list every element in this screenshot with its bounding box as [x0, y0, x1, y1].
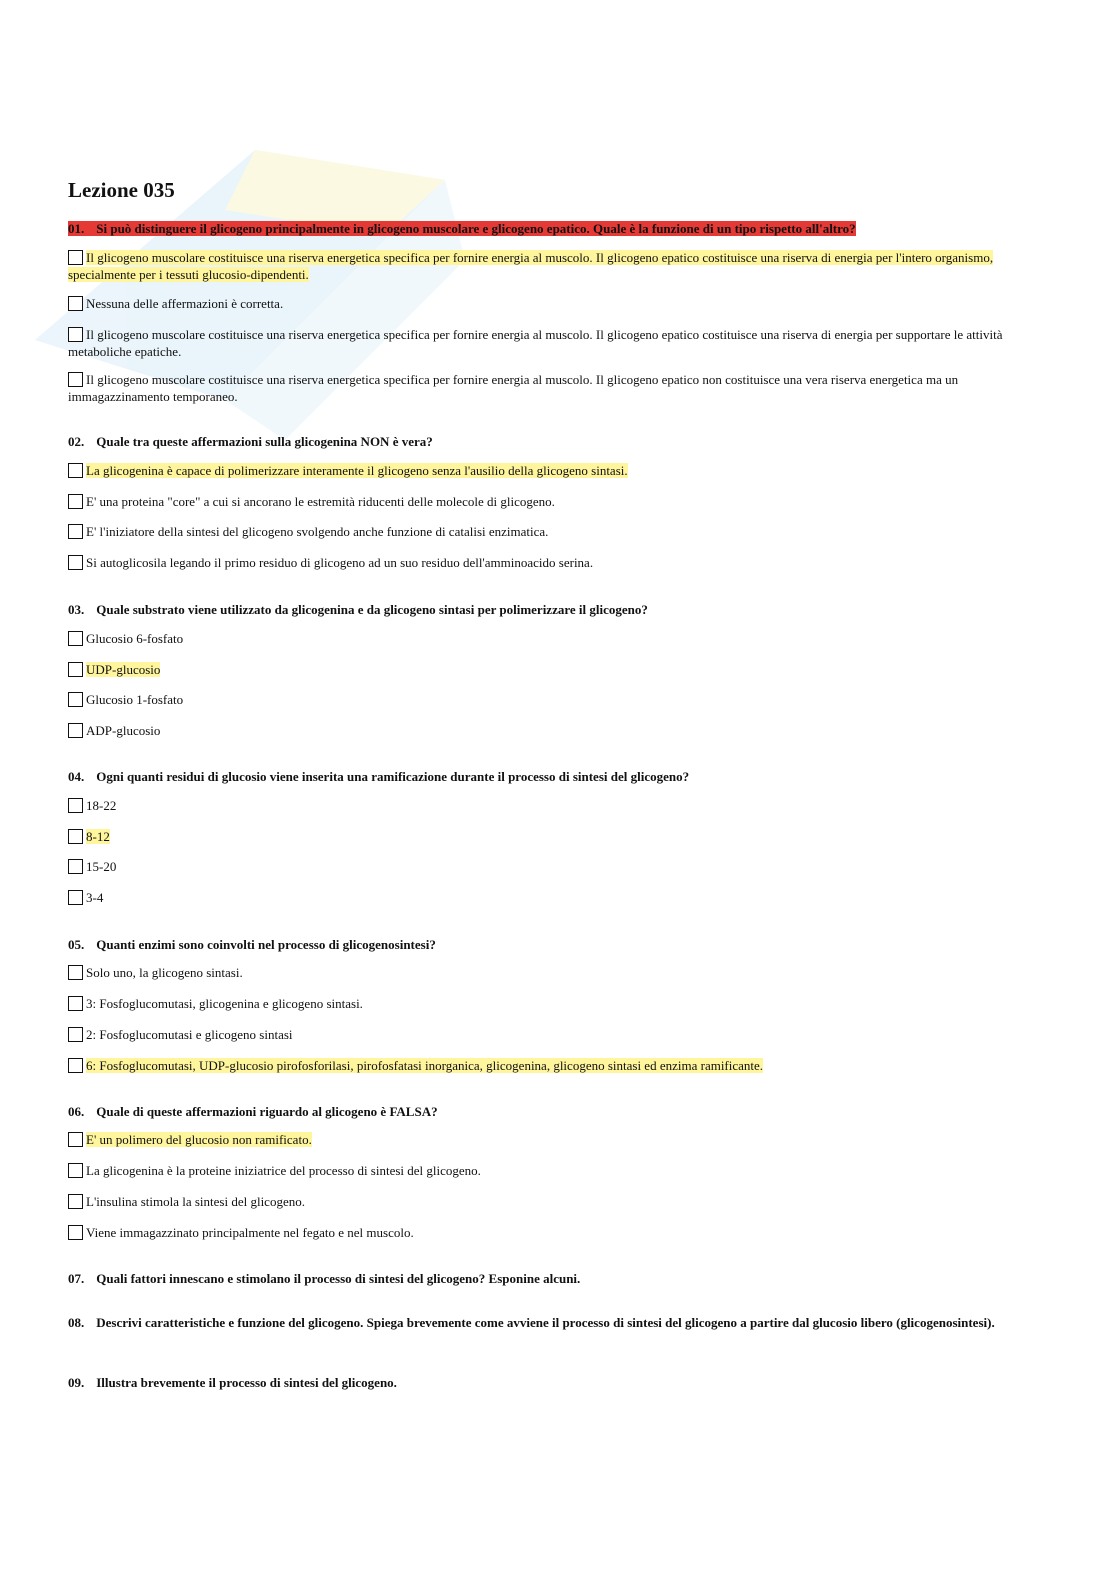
- question-text: Quale di queste affermazioni riguardo al glicogeno è FALSA?: [96, 1104, 438, 1119]
- checkbox[interactable]: [68, 631, 83, 646]
- answer-text: La glicogenina è la proteine iniziatrice del processo di sintesi del glicogeno.: [86, 1163, 481, 1178]
- checkbox[interactable]: [68, 463, 83, 478]
- question-08: [68, 1314, 1033, 1331]
- answer-text: E' una proteina "core" a cui si ancorano le estremità riducenti delle molecole di glicogeno.: [86, 494, 555, 509]
- answer-text: 3: Fosfoglucomutasi, glicogenina e glicogeno sintasi.: [86, 996, 363, 1011]
- checkbox[interactable]: [68, 723, 83, 738]
- answer-option: [68, 1162, 1028, 1179]
- question-number: 08.: [68, 1315, 85, 1330]
- lesson-title: Lezione 035: [68, 178, 175, 202]
- answer-text: E' l'iniziatore della sintesi del glicogeno svolgendo anche funzione di catalisi enzimatica.: [86, 524, 549, 539]
- answer-option: [68, 691, 1028, 708]
- question-number: 09.: [68, 1375, 85, 1390]
- question-text: Quali fattori innescano e stimolano il processo di sintesi del glicogeno? Esponine alcuni.: [96, 1271, 581, 1286]
- question-number: 04.: [68, 769, 85, 784]
- answer-text: 3-4: [86, 890, 104, 905]
- checkbox[interactable]: [68, 965, 83, 980]
- answer-text: Si autoglicosila legando il primo residuo di glicogeno ad un suo residuo dell'amminoacido serina.: [86, 555, 594, 570]
- answer-option: [68, 1224, 1028, 1241]
- checkbox[interactable]: [68, 1027, 83, 1042]
- question-text: Ogni quanti residui di glucosio viene inserita una ramificazione durante il processo di sintesi del glicogeno?: [96, 769, 690, 784]
- answer-text: Nessuna delle affermazioni è corretta.: [86, 296, 284, 311]
- checkbox[interactable]: [68, 372, 83, 387]
- question-03: [68, 601, 1033, 618]
- answer-option: [68, 1026, 1028, 1043]
- checkbox[interactable]: [68, 524, 83, 539]
- question-number: 05.: [68, 937, 85, 952]
- answer-option: [68, 858, 1028, 875]
- question-09: [68, 1374, 1033, 1391]
- answer-option: [68, 493, 1028, 510]
- checkbox[interactable]: [68, 1058, 83, 1073]
- question-number: 07.: [68, 1271, 85, 1286]
- checkbox[interactable]: [68, 829, 83, 844]
- question-02: [68, 433, 1033, 450]
- question-07: [68, 1270, 1033, 1287]
- answer-option: [68, 295, 1028, 312]
- answer-option: [68, 371, 1028, 405]
- answer-option: [68, 722, 1028, 739]
- checkbox[interactable]: [68, 859, 83, 874]
- question-01: [68, 220, 1033, 237]
- answer-text: E' un polimero del glucosio non ramificato.: [86, 1132, 312, 1147]
- checkbox[interactable]: [68, 996, 83, 1011]
- answer-text: L'insulina stimola la sintesi del glicogeno.: [86, 1194, 305, 1209]
- answer-text: 18-22: [86, 798, 117, 813]
- answer-option: [68, 828, 1028, 845]
- checkbox[interactable]: [68, 692, 83, 707]
- checkbox[interactable]: [68, 1132, 83, 1147]
- answer-text: 6: Fosfoglucomutasi, UDP-glucosio pirofosforilasi, pirofosfatasi inorganica, glicogenina, glicogeno sintasi ed enzima ramificante.: [86, 1058, 764, 1073]
- checkbox[interactable]: [68, 1163, 83, 1178]
- question-text: Quale tra queste affermazioni sulla glicogenina NON è vera?: [96, 434, 433, 449]
- question-number: 06.: [68, 1104, 85, 1119]
- answer-text: UDP-glucosio: [86, 662, 161, 677]
- question-text: Quanti enzimi sono coinvolti nel processo di glicogenosintesi?: [96, 937, 436, 952]
- checkbox[interactable]: [68, 798, 83, 813]
- answer-option: [68, 554, 1028, 571]
- checkbox[interactable]: [68, 327, 83, 342]
- answer-text: Il glicogeno muscolare costituisce una riserva energetica specifica per fornire energia al muscolo. Il glicogeno epatico costituisce una riserva di energia per supportare le attività metaboliche epatiche.: [68, 327, 1003, 359]
- answer-text: Solo uno, la glicogeno sintasi.: [86, 965, 243, 980]
- answer-option: [68, 1057, 1028, 1074]
- answer-option: [68, 326, 1028, 360]
- checkbox[interactable]: [68, 1194, 83, 1209]
- answer-text: ADP-glucosio: [86, 723, 161, 738]
- question-text: Quale substrato viene utilizzato da glicogenina e da glicogeno sintasi per polimerizzare il glicogeno?: [96, 602, 648, 617]
- answer-option: [68, 462, 1028, 479]
- answer-text: 2: Fosfoglucomutasi e glicogeno sintasi: [86, 1027, 293, 1042]
- answer-option: [68, 249, 1028, 283]
- question-04: [68, 768, 1033, 785]
- answer-text: 15-20: [86, 859, 117, 874]
- answer-option: [68, 630, 1028, 647]
- checkbox[interactable]: [68, 494, 83, 509]
- answer-text: Glucosio 1-fosfato: [86, 692, 184, 707]
- question-text: Descrivi caratteristiche e funzione del glicogeno. Spiega brevemente come avviene il processo di sintesi del glicogeno a partire dal glucosio libero (glicogenosintesi).: [96, 1315, 995, 1330]
- answer-option: [68, 1131, 1028, 1148]
- question-text: Illustra brevemente il processo di sintesi del glicogeno.: [96, 1375, 397, 1390]
- answer-option: [68, 797, 1028, 814]
- checkbox[interactable]: [68, 662, 83, 677]
- question-number: 01.: [68, 221, 85, 236]
- checkbox[interactable]: [68, 890, 83, 905]
- answer-text: Glucosio 6-fosfato: [86, 631, 184, 646]
- answer-text: Il glicogeno muscolare costituisce una riserva energetica specifica per fornire energia al muscolo. Il glicogeno epatico non costituisce una vera riserva energetica ma un immagazzinamento temporaneo.: [68, 372, 959, 404]
- question-number: 03.: [68, 602, 85, 617]
- answer-option: [68, 523, 1028, 540]
- checkbox[interactable]: [68, 250, 83, 265]
- answer-option: [68, 995, 1028, 1012]
- answer-text: Il glicogeno muscolare costituisce una riserva energetica specifica per fornire energia al muscolo. Il glicogeno epatico costituisce una riserva di energia per l'intero organismo, specialmente per i tessuti glucosio-dipendenti.: [68, 250, 994, 282]
- answer-text: La glicogenina è capace di polimerizzare interamente il glicogeno senza l'ausilio della glicogeno sintasi.: [86, 463, 628, 478]
- question-text: Si può distinguere il glicogeno principalmente in glicogeno muscolare e glicogeno epatico. Quale è la funzione di un tipo rispetto all'altro?: [96, 221, 856, 236]
- checkbox[interactable]: [68, 1225, 83, 1240]
- answer-option: [68, 964, 1028, 981]
- answer-option: [68, 661, 1028, 678]
- question-06: [68, 1103, 1033, 1120]
- answer-text: 8-12: [86, 829, 110, 844]
- answer-option: [68, 1193, 1028, 1210]
- answer-text: Viene immagazzinato principalmente nel fegato e nel muscolo.: [86, 1225, 414, 1240]
- answer-option: [68, 889, 1028, 906]
- checkbox[interactable]: [68, 296, 83, 311]
- checkbox[interactable]: [68, 555, 83, 570]
- question-number: 02.: [68, 434, 85, 449]
- question-05: [68, 936, 1033, 953]
